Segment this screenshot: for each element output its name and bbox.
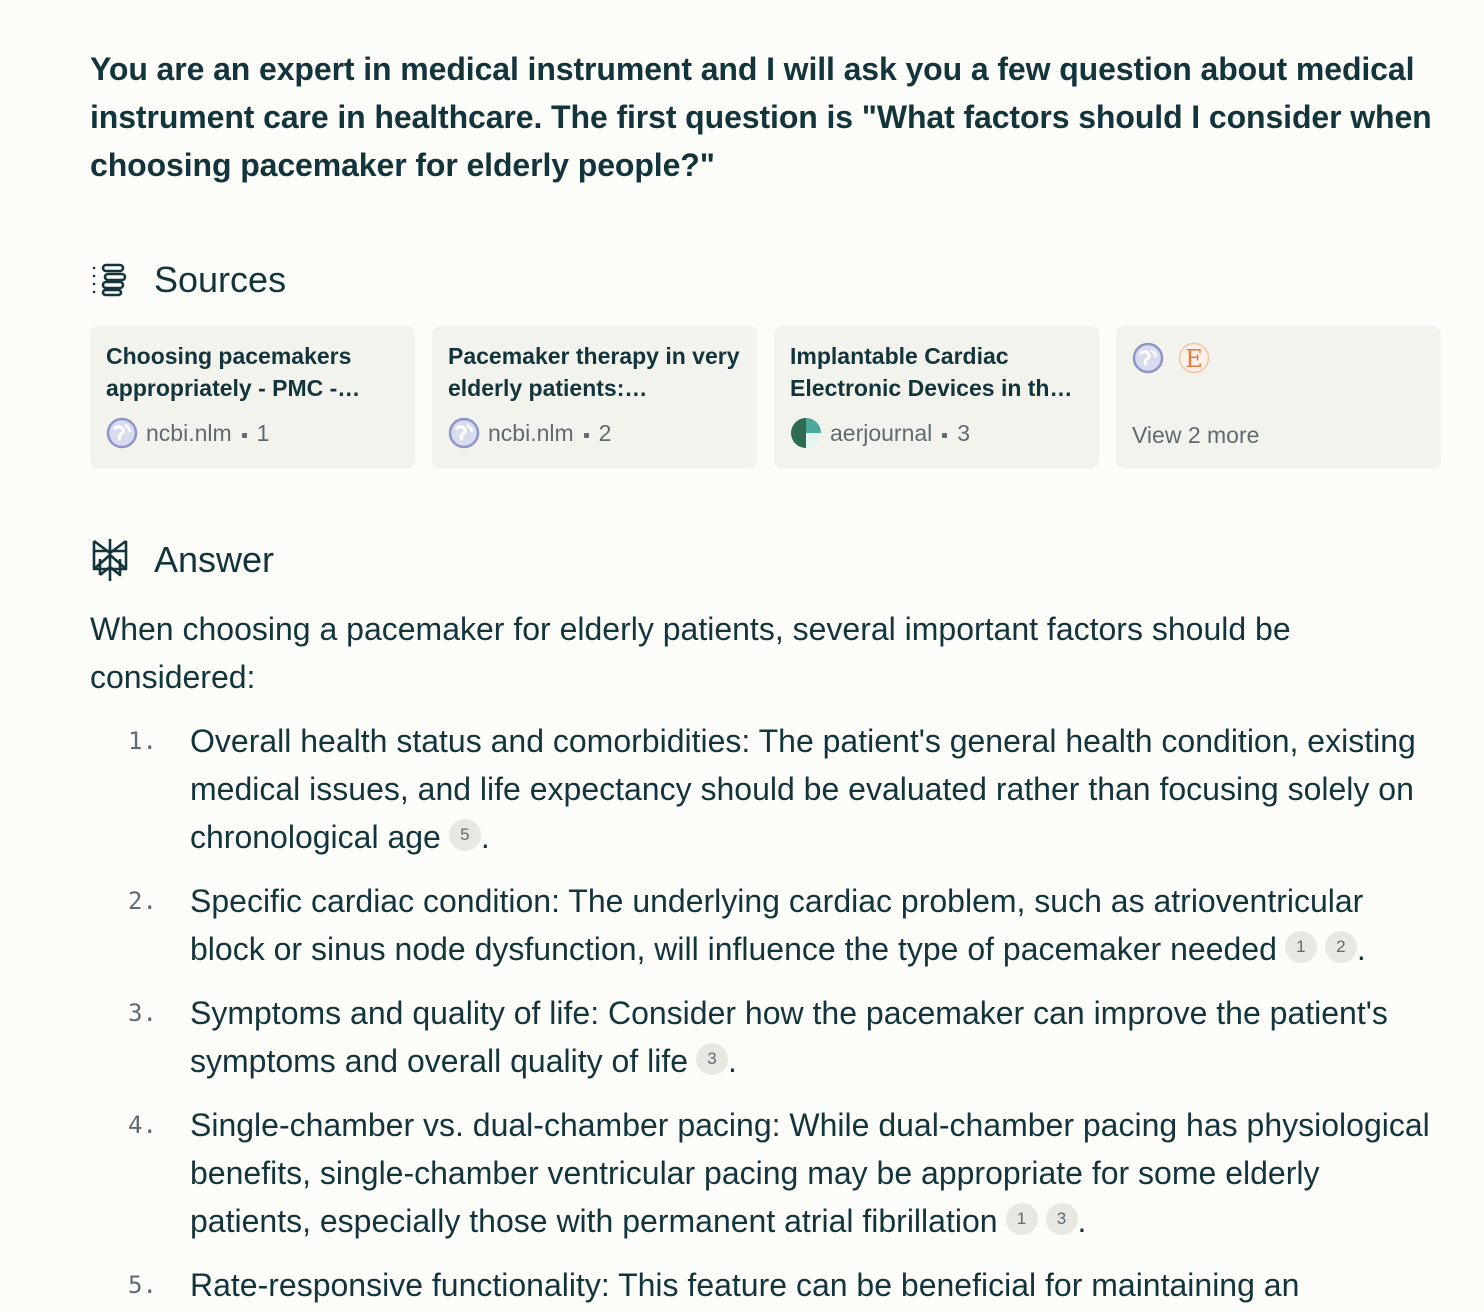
more-source-icons	[1132, 342, 1425, 374]
globe-icon	[448, 417, 480, 449]
source-domain: ncbi.nlm	[488, 419, 574, 446]
item-text: Rate-responsive functionality: This feature can be beneficial for maintaining an	[190, 1267, 1300, 1303]
item-number: 5.	[128, 1271, 157, 1299]
source-meta	[106, 417, 269, 449]
item-number: 1.	[128, 727, 157, 755]
source-domain: ncbi.nlm	[146, 419, 232, 446]
source-card-1[interactable]	[90, 326, 415, 469]
list-item: 4. Single-chamber vs. dual-chamber pacing: While dual-chamber pacing has physiological benefits, single-chamber ventricular pacing may be appropriate for some elderly patients, especially those with permanent atrial fibrillation 1 3 .	[90, 1101, 1442, 1245]
source-title: Pacemaker therapy in very elderly patients:…	[448, 343, 740, 401]
answer-intro: When choosing a pacemaker for elderly patients, several important factors should be considered:	[90, 611, 1291, 695]
source-meta	[790, 417, 970, 449]
view-more-label: View 2 more	[1132, 422, 1260, 448]
source-card-3[interactable]	[774, 326, 1099, 469]
sources-header	[90, 258, 286, 302]
aerjournal-icon	[790, 417, 822, 449]
list-item: 1. Overall health status and comorbidities: The patient's general health condition, existing medical issues, and life expectancy should be evaluated rather than focusing solely on chronological age 5 .	[90, 717, 1442, 861]
perplexity-logo-icon	[90, 540, 130, 580]
source-meta	[448, 417, 611, 449]
citation-badge[interactable]: 2	[1325, 931, 1357, 963]
globe-icon	[106, 417, 138, 449]
item-text: Single-chamber vs. dual-chamber pacing: While dual-chamber pacing has physiological benefits, single-chamber ventricular pacing may be appropriate for some elderly patients, especially those with permanent atrial fibrillation	[190, 1107, 1430, 1239]
sources-title: Sources	[154, 259, 287, 300]
view-more-sources-card[interactable]	[1116, 326, 1441, 469]
citation-badge[interactable]: 1	[1285, 931, 1317, 963]
source-title: Choosing pacemakers appropriately - PMC -…	[106, 343, 361, 401]
question-title: You are an expert in medical instrument and I will ask you a few question about medical instrument care in healthcare. The first question is "What factors should I consider when choosing pacemaker for elderly people?"	[90, 51, 1432, 183]
source-index: 3	[957, 419, 971, 446]
citation-badge[interactable]: 1	[1006, 1203, 1038, 1235]
source-domain: aerjournal	[830, 419, 933, 446]
answer-title: Answer	[154, 539, 275, 580]
list-item: 3. Symptoms and quality of life: Consider how the pacemaker can improve the patient's symptoms and overall quality of life 3 .	[90, 989, 1442, 1085]
item-number: 4.	[128, 1111, 157, 1139]
sources-list	[90, 326, 1441, 469]
citation-badge[interactable]: 3	[696, 1043, 728, 1075]
answer-list	[90, 717, 1442, 1312]
meta-separator	[942, 433, 947, 438]
sources-icon	[90, 260, 130, 300]
answer-header	[90, 538, 274, 582]
list-item: 2. Specific cardiac condition: The underlying cardiac problem, such as atrioventricular block or sinus node dysfunction, will influence the type of pacemaker needed 1 2 .	[90, 877, 1442, 973]
globe-icon	[1132, 342, 1164, 374]
source-index: 1	[256, 419, 270, 446]
svg-text:E: E	[1185, 345, 1203, 373]
citation-badge[interactable]: 3	[1046, 1203, 1078, 1235]
source-index: 2	[598, 419, 612, 446]
list-item	[90, 1261, 1442, 1309]
item-number: 3.	[128, 999, 157, 1027]
citation-badge[interactable]: 5	[449, 819, 481, 851]
item-text: Overall health status and comorbidities: The patient's general health condition, existing medical issues, and life expectancy should be evaluated rather than focusing solely on chronological age	[190, 723, 1416, 855]
item-number: 2.	[128, 887, 157, 915]
item-text: Symptoms and quality of life: Consider how the pacemaker can improve the patient's symptoms and overall quality of life	[190, 995, 1388, 1079]
e-letter-icon	[1178, 342, 1210, 374]
source-card-2[interactable]	[432, 326, 757, 469]
item-text: Specific cardiac condition: The underlying cardiac problem, such as atrioventricular block or sinus node dysfunction, will influence the type of pacemaker needed	[190, 883, 1364, 967]
source-title: Implantable Cardiac Electronic Devices in th…	[790, 343, 1073, 401]
meta-separator	[242, 433, 247, 438]
meta-separator	[584, 433, 589, 438]
